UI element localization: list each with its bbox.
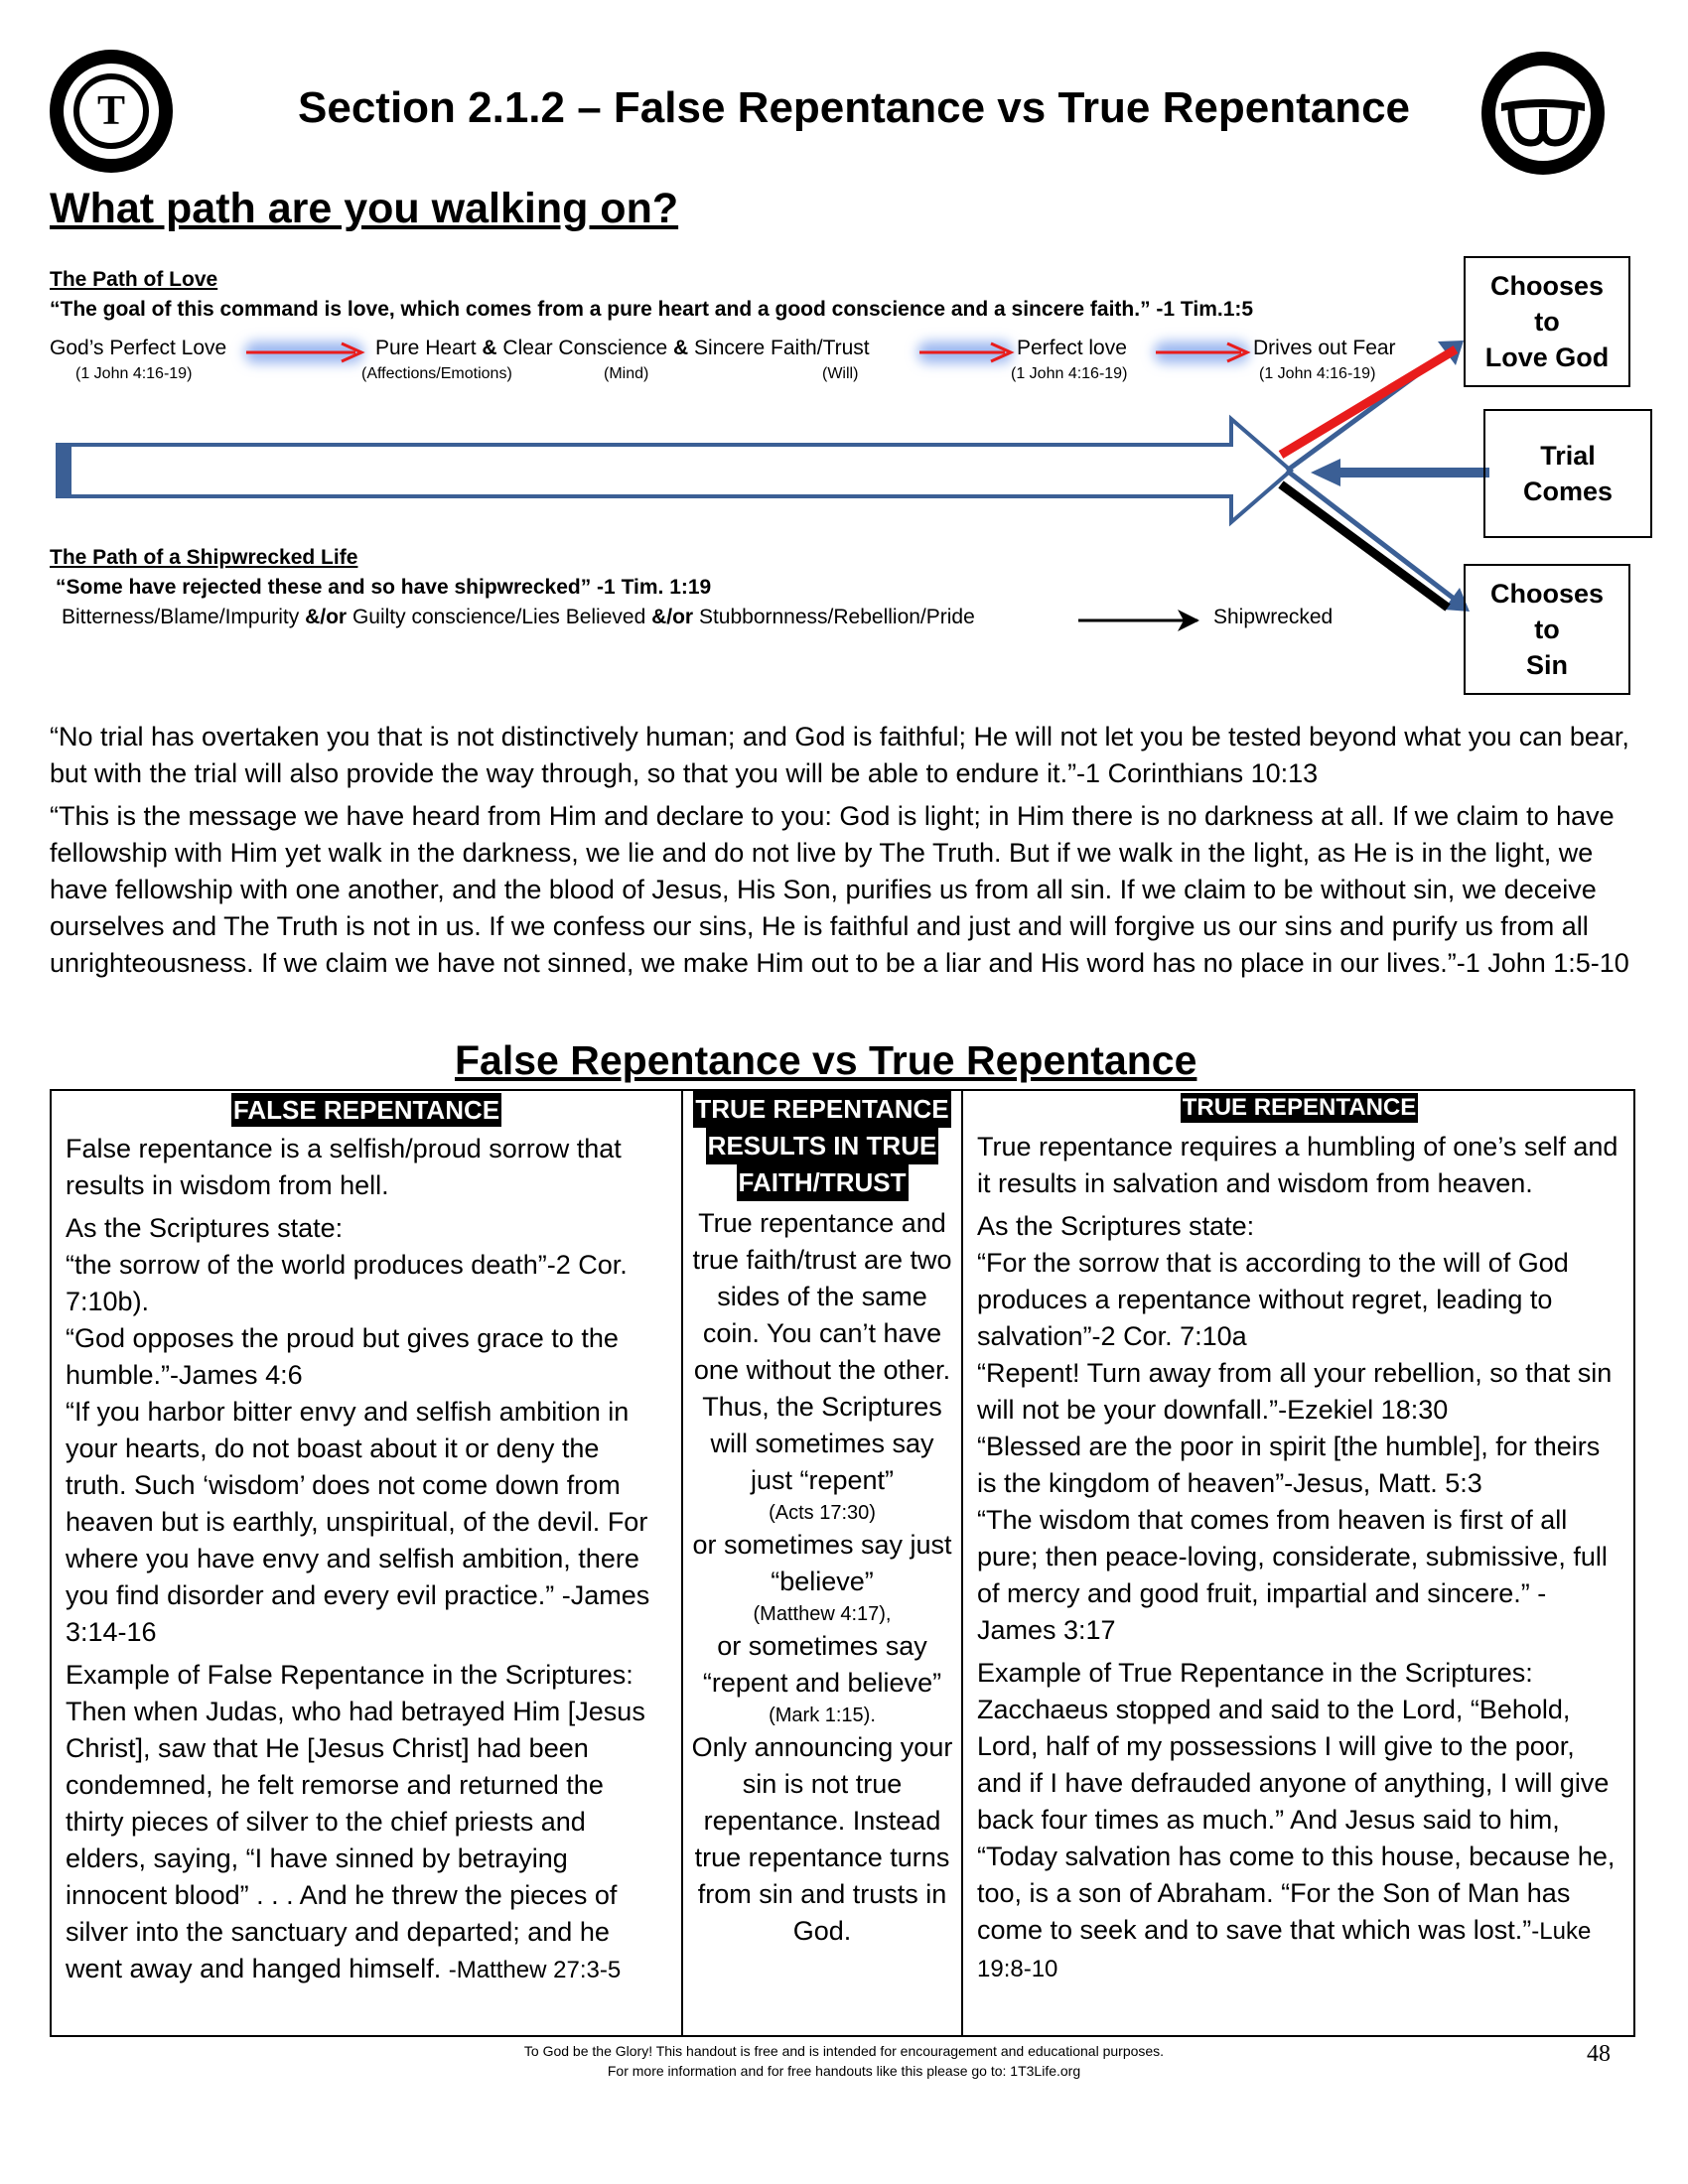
true-faith-header	[689, 1091, 955, 1201]
true-p3: “For the sorrow that is according to the will of God produces a repentance without regret, leading to salvation”-2 Cor. 7:10a	[977, 1248, 1569, 1351]
arrow-love-3	[1154, 341, 1249, 363]
pure-heart-text: Pure Heart	[375, 337, 477, 359]
mid-r1: (Acts 17:30)	[769, 1502, 876, 1524]
footer-line-1: To God be the Glory! This handout is free and is intended for encouragement and educational purposes.	[523, 2043, 1165, 2059]
paragraph-1john: “This is the message we have heard from Him and declare to you: God is light; in Him there is no darkness at all. If we claim to have fellowship with Him yet walk in the darkness, we lie and do not live by The Truth. But if we walk in the light, as He is in the light, we have fellowship with one another, and the blood of Jesus, His Son, purifies us from all sin. If we claim to be without sin, we deceive ourselves and The Truth is not in us. If we confess our sins, He is faithful and just and will forgive us our sins and purify us from all unrighteousness. If we claim we have not sinned, we make Him out to be a liar and His word has no place in our lives.”-1 John 1:5-10	[50, 801, 1629, 978]
ref-1john-a: (1 John 4:16-19)	[75, 365, 193, 382]
arrow-love-1	[244, 341, 363, 363]
mid-header-3: FAITH/TRUST	[737, 1164, 909, 1201]
true-p5: “Blessed are the poor in spirit [the humble], for theirs is the kingdom of heaven”-Jesus, Matt. 5:3	[977, 1432, 1601, 1498]
arrow-love-2	[917, 341, 1013, 363]
box-chooses-sin	[1464, 564, 1630, 695]
page-title: Section 2.1.2 – False Repentance vs True Repentance	[298, 83, 1411, 132]
trial-arrow	[1311, 459, 1489, 486]
ship-item-stubbornness: Stubbornness/Rebellion/Pride	[698, 606, 975, 628]
sincere-faith-text: Sincere Faith/Trust	[694, 337, 870, 359]
box-chooses-love	[1464, 256, 1630, 387]
amp-2: &	[673, 337, 689, 359]
mid-t1: True repentance and true faith/trust are two sides of the same coin. You can’t have one without the other. Thus, the Scriptures will sometimes say just “repent”	[692, 1208, 952, 1495]
repentance-table	[50, 1089, 1635, 2037]
amp-1: &	[482, 337, 497, 359]
false-p7-ref: -Matthew 27:3-5	[448, 1957, 622, 1983]
box-trial-line1: Trial	[1540, 441, 1596, 471]
false-p7	[66, 1694, 667, 1988]
ref-1john-b: (1 John 4:16-19)	[1011, 365, 1128, 382]
andor-2: &/or	[651, 606, 694, 628]
box-trial-line2: Comes	[1522, 477, 1614, 506]
mid-t3: or sometimes say “repent and believe”	[702, 1631, 942, 1698]
false-p1: False repentance is a selfish/proud sorrow that results in wisdom from hell.	[66, 1134, 622, 1200]
page-number: 48	[1587, 2041, 1611, 2067]
mid-header-1: TRUE REPENTANCE	[693, 1091, 950, 1128]
mid-header-2: RESULTS IN TRUE	[706, 1128, 939, 1164]
box-love-line3: Love God	[1484, 342, 1610, 372]
ref-1john-c: (1 John 4:16-19)	[1259, 365, 1376, 382]
mid-r2: (Matthew 4:17),	[753, 1603, 892, 1625]
true-p7: Example of True Repentance in the Scriptures:	[977, 1658, 1533, 1688]
mid-t2: or sometimes say just “believe”	[692, 1530, 952, 1596]
ref-affections: (Affections/Emotions)	[361, 365, 512, 382]
love-quote: “The goal of this command is love, which comes from a pure heart and a good conscience and a sincere faith.” -1 Tim.1:5	[50, 298, 1254, 321]
false-repentance-header: FALSE REPENTANCE	[232, 1095, 500, 1125]
box-love-line2: to	[1534, 307, 1560, 337]
ref-mind: (Mind)	[604, 365, 649, 382]
false-p7-text: Then when Judas, who had betrayed Him [Jesus Christ], saw that He [Jesus Christ] had been condemned, he felt remorse and returned the thirty pieces of silver to the chief priests and elders, saying, “I have sinned by betraying innocent blood” . . . And he threw the pieces of silver into the sanctuary and departed; and he went away and hanged himself.	[66, 1697, 645, 1983]
true-repentance-column	[963, 1091, 1633, 2035]
true-p2: As the Scriptures state:	[977, 1211, 1255, 1241]
ship-result: Shipwrecked	[1213, 606, 1334, 628]
true-p8-ref: -Luke 19:8-10	[977, 1918, 1592, 1982]
false-p5: “If you harbor bitter envy and selfish ambition in your hearts, do not boast about it or deny the truth. Such ‘wisdom’ does not come down from heaven but is earthly, unspiritual, of the devil. For where you have envy and selfish ambition, there you find disorder and every evil practice.” -James 3:14-16	[66, 1397, 650, 1647]
main-path-arrow	[58, 419, 1291, 522]
box-love-line1: Chooses	[1489, 271, 1604, 301]
logo-letter: T	[73, 73, 149, 149]
paragraph-1cor: “No trial has overtaken you that is not distinctively human; and God is faithful; He will not let you be tested beyond what you can bear, but with the trial will also provide the way through, so that you will be able to endure it.”-1 Corinthians 10:13	[50, 722, 1629, 788]
love-path-heading: The Path of Love	[50, 268, 218, 291]
false-p4: “God opposes the proud but gives grace to the humble.”-James 4:6	[66, 1323, 619, 1390]
false-p3: “the sorrow of the world produces death”-2 Cor. 7:10b).	[66, 1250, 628, 1316]
true-p1: True repentance requires a humbling of one’s self and it results in salvation and wisdom from heaven.	[977, 1132, 1618, 1198]
clear-conscience-text: Clear Conscience	[502, 337, 668, 359]
ship-item-bitterness: Bitterness/Blame/Impurity	[62, 606, 300, 628]
box-sin-line2: to	[1534, 614, 1560, 644]
true-p4: “Repent! Turn away from all your rebellion, so that sin will not be your downfall.”-Ezekiel 18:30	[977, 1358, 1613, 1425]
true-p8	[977, 1692, 1621, 1987]
true-repentance-header: TRUE REPENTANCE	[1182, 1094, 1417, 1121]
fork-arrow-up	[1281, 341, 1464, 471]
table-title: False Repentance vs True Repentance	[455, 1037, 1197, 1083]
true-p8-text: Zacchaeus stopped and said to the Lord, “Behold, Lord, half of my possessions I will give to the poor, and if I have defrauded anyone of anything, I will give back four times as much.” And Jesus said to him, “Today salvation has come to this house, because he, too, is a son of Abraham. “For the Son of Man has come to seek and to save that which was lost.”	[977, 1695, 1616, 1945]
fork-arrow-down	[1281, 471, 1470, 612]
ship-path-heading: The Path of a Shipwrecked Life	[50, 546, 358, 569]
ship-item-guilty: Guilty conscience/Lies Believed	[352, 606, 646, 628]
box-sin-line1: Chooses	[1489, 579, 1605, 609]
love-item-perfect: Perfect love	[1017, 337, 1127, 359]
true-faith-column	[683, 1091, 963, 2035]
mid-r3: (Mark 1:15).	[769, 1705, 876, 1726]
ship-quote: “Some have rejected these and so have shipwrecked” -1 Tim. 1:19	[56, 576, 712, 599]
page-subtitle: What path are you walking on?	[50, 185, 679, 232]
false-p2: As the Scriptures state:	[66, 1213, 344, 1243]
box-sin-line3: Sin	[1525, 650, 1568, 680]
andor-1: &/or	[305, 606, 348, 628]
ref-will: (Will)	[822, 365, 859, 382]
false-repentance-column	[52, 1091, 683, 2035]
false-p6: Example of False Repentance in the Scriptures:	[66, 1660, 633, 1690]
box-trial-comes	[1483, 409, 1652, 538]
footer-line-2: For more information and for free handouts like this please go to: 1T3Life.org	[607, 2063, 1081, 2079]
ship-items	[62, 606, 975, 629]
love-item-drives-out-fear: Drives out Fear	[1253, 337, 1396, 359]
mid-t4: Only announcing your sin is not true repentance. Instead true repentance turns from sin and trusts in God.	[691, 1732, 953, 1946]
true-p6: “The wisdom that comes from heaven is first of all pure; then peace-loving, considerate, submissive, full of mercy and good fruit, impartial and sincere.” -James 3:17	[977, 1505, 1608, 1645]
love-item-perfect-love: God’s Perfect Love	[50, 337, 227, 359]
